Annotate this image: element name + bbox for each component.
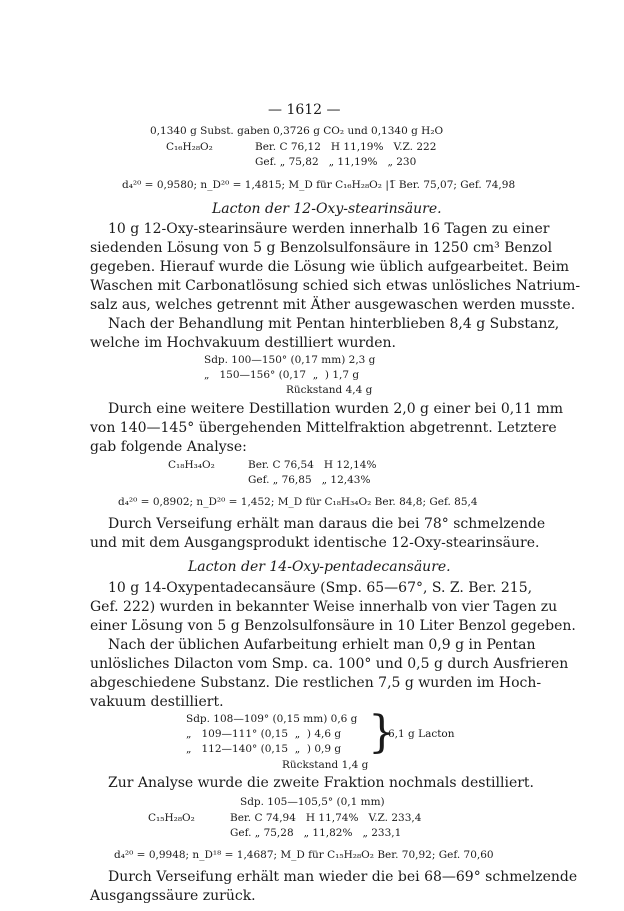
section-heading: Lacton der 14-Oxy-pentadecansäure.: [188, 559, 451, 575]
analysis-found: Gef. „ 75,28 „ 11,82% „ 233,1: [230, 827, 402, 839]
analysis-formula: C₁₈H₃₄O₂: [168, 459, 215, 471]
paragraph-line: von 140—145° übergehenden Mittelfraktion abgetrennt. Letztere: [90, 420, 557, 436]
paragraph-line: gegeben. Hierauf wurde die Lösung wie üblich aufgearbeitet. Beim: [90, 259, 569, 275]
analysis-formula: C₁₆H₂₈O₂: [166, 141, 213, 153]
lacton-total: 6,1 g Lacton: [388, 728, 455, 740]
page-number: — 1612 —: [268, 102, 341, 118]
physical-constants: d₄²⁰ = 0,8902; n_D²⁰ = 1,452; M_D für C₁₈H₃₄O₂ Ber. 84,8; Gef. 85,4: [118, 496, 478, 508]
paragraph-line: Durch eine weitere Destillation wurden 2,0 g einer bei 0,11 mm: [108, 401, 564, 417]
analysis-calculated: Ber. C 74,94 H 11,74% V.Z. 233,4: [230, 812, 422, 824]
boiling-point: Sdp. 105—105,5° (0,1 mm): [240, 796, 385, 808]
distillation-row: Sdp. 108—109° (0,15 mm) 0,6 g: [186, 713, 358, 725]
distillation-row: „ 109—111° (0,15 „ ) 4,6 g: [186, 728, 342, 740]
paragraph-line: gab folgende Analyse:: [90, 439, 247, 455]
analysis-calculated: Ber. C 76,54 H 12,14%: [248, 459, 377, 471]
analysis-sample-line: 0,1340 g Subst. gaben 0,3726 g CO₂ und 0,1340 g H₂O: [150, 125, 444, 137]
distillation-row: Sdp. 100—150° (0,17 mm) 2,3 g: [204, 354, 376, 366]
paragraph-line: Waschen mit Carbonatlösung schied sich etwas unlösliches Natrium-: [90, 278, 581, 294]
physical-constants: d₄²⁰ = 0,9580; n_D²⁰ = 1,4815; M_D für C₁₆H₂₈O₂ |1̅ Ber. 75,07; Gef. 74,98: [122, 179, 516, 191]
paragraph-line: siedenden Lösung von 5 g Benzolsulfonsäure in 1250 cm³ Benzol: [90, 240, 553, 256]
section-heading: Lacton der 12-Oxy-stearinsäure.: [212, 201, 442, 217]
paragraph-line: und mit dem Ausgangsprodukt identische 12-Oxy-stearinsäure.: [90, 535, 540, 551]
distillation-residue: Rückstand 1,4 g: [282, 759, 369, 771]
paragraph-line: einer Lösung von 5 g Benzolsulfonsäure in 10 Liter Benzol gegeben.: [90, 618, 576, 634]
paragraph-line: Ausgangssäure zurück.: [90, 888, 256, 904]
distillation-residue: Rückstand 4,4 g: [286, 384, 373, 396]
brace-symbol: }: [368, 707, 396, 758]
analysis-calculated: Ber. C 76,12 H 11,19% V.Z. 222: [255, 141, 437, 153]
paragraph-line: Nach der üblichen Aufarbeitung erhielt man 0,9 g in Pentan: [108, 637, 536, 653]
distillation-row: „ 112—140° (0,15 „ ) 0,9 g: [186, 743, 342, 755]
paragraph-line: 10 g 12-Oxy-stearinsäure werden innerhalb 16 Tagen zu einer: [108, 221, 550, 237]
analysis-found: Gef. „ 76,85 „ 12,43%: [248, 474, 371, 486]
paragraph-line: vakuum destilliert.: [90, 694, 224, 710]
paragraph-line: Durch Verseifung erhält man daraus die bei 78° schmelzende: [108, 516, 546, 532]
paragraph-line: abgeschiedene Substanz. Die restlichen 7,5 g wurden im Hoch-: [90, 675, 542, 691]
paragraph-line: Gef. 222) wurden in bekannter Weise innerhalb von vier Tagen zu: [90, 599, 558, 615]
paragraph-line: welche im Hochvakuum destilliert wurden.: [90, 335, 396, 351]
paragraph-line: Zur Analyse wurde die zweite Fraktion nochmals destilliert.: [108, 775, 535, 791]
paragraph-line: salz aus, welches getrennt mit Äther ausgewaschen werden musste.: [90, 297, 576, 313]
physical-constants: d₄²⁰ = 0,9948; n_D¹⁸ = 1,4687; M_D für C₁₅H₂₈O₂ Ber. 70,92; Gef. 70,60: [114, 849, 494, 861]
paragraph-line: Durch Verseifung erhält man wieder die bei 68—69° schmelzende: [108, 869, 578, 885]
paragraph-line: Nach der Behandlung mit Pentan hinterblieben 8,4 g Substanz,: [108, 316, 560, 332]
paragraph-line: unlösliches Dilacton vom Smp. ca. 100° und 0,5 g durch Ausfrieren: [90, 656, 569, 672]
analysis-formula: C₁₅H₂₈O₂: [148, 812, 195, 824]
paragraph-line: 10 g 14-Oxypentadecansäure (Smp. 65—67°, S. Z. Ber. 215,: [108, 580, 533, 596]
distillation-row: „ 150—156° (0,17 „ ) 1,7 g: [204, 369, 360, 381]
analysis-found: Gef. „ 75,82 „ 11,19% „ 230: [255, 156, 417, 168]
